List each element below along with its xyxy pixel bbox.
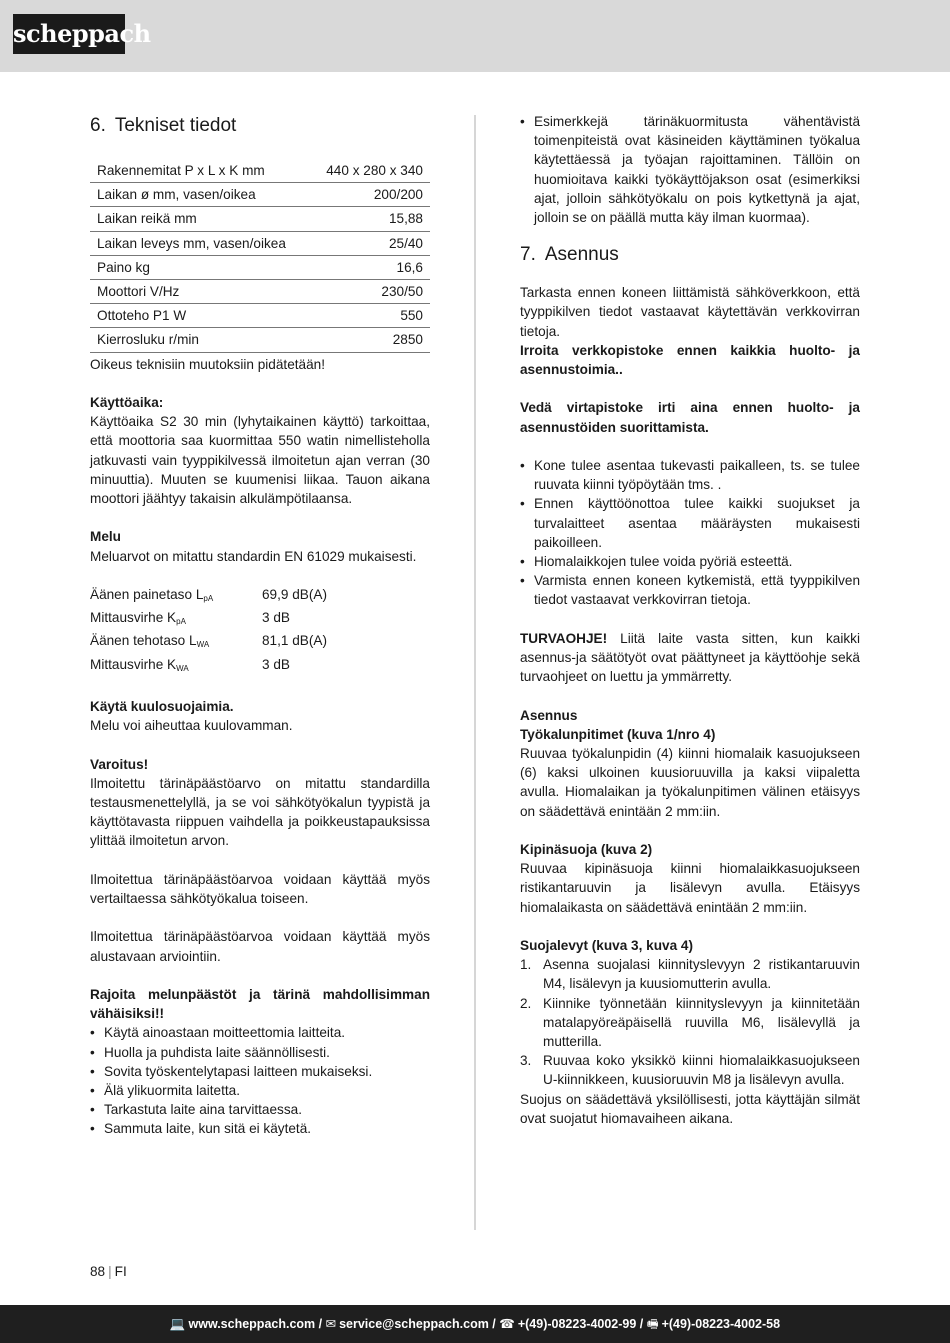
asm-heading: Asennus <box>520 707 578 723</box>
bullet-dot: • <box>90 1044 95 1060</box>
page-footer: 💻 www.scheppach.com / ✉ service@scheppach.com / ☎ +(49)-08223-4002-99 / 🖷 +(49)-08223-4002-58 <box>0 1305 950 1343</box>
bullet-dot: • <box>90 1025 95 1041</box>
step-text: Asenna suojalasi kiinnityslevyyn 2 ristikantaruuvin M4, lisälevyn ja kuusiomutterin avulla. <box>543 957 860 992</box>
spark-heading: Kipinäsuoja (kuva 2) <box>520 842 653 858</box>
check-text: Tarkasta ennen koneen liittämistä sähköverkkoon, että tyyppikilven tiedot vastaavat käytettävän verkkovirran tietoja. <box>520 285 860 339</box>
noise-row <box>90 631 430 654</box>
unplug-warning-2: Vedä virtapistoke irti aina ennen huolto- ja asennustöiden suorittamista. <box>520 400 860 435</box>
bullet-dot: • <box>520 554 525 570</box>
bullet-text: Kone tulee asentaa tukevasti paikalleen, ts. se tulee ruuvata kiinni työpöytään tms. . <box>534 458 860 493</box>
spec-value: 16,6 <box>310 255 430 279</box>
assess-text: Ilmoitettua tärinäpäästöarvoa voidaan käyttää myös alustavaan arviointiin. <box>90 929 430 964</box>
brand-logo: scheppach <box>13 14 125 54</box>
step-text: Kiinnike työnnetään kiinnityslevyyn ja kiinnitetään matalapyöreäpäisellä ruuvilla M6, lisälevyllä ja mutterilla. <box>543 995 860 1050</box>
warning-text: Ilmoitettu tärinäpäästöarvo on mitattu standardilla testausmenettelyllä, ja se voi sähkötyökalun tyypistä ja käyttötavasta riippuen vaihdella ja poikkeustapauksissa ylittää ilmoitetun arvon. <box>90 775 430 849</box>
list-item <box>520 456 860 494</box>
spec-label: Kierrosluku r/min <box>90 328 310 352</box>
spec-value: 2850 <box>310 328 430 352</box>
noise-value: 69,9 dB(A) <box>262 587 327 603</box>
list-item <box>520 1051 860 1089</box>
warning-heading: Varoitus! <box>90 756 149 772</box>
shield-steps <box>520 955 860 1089</box>
bullet-text: Tarkastuta laite aina tarvittaessa. <box>104 1102 302 1118</box>
list-item <box>520 994 860 1052</box>
phone-icon: ☎ <box>499 1317 515 1331</box>
table-row <box>90 231 430 255</box>
list-item <box>520 955 860 993</box>
noise-label <box>90 631 262 654</box>
column-divider <box>474 115 476 1230</box>
install-bullets <box>520 456 860 610</box>
bullet-text: Huolla ja puhdista laite säännöllisesti. <box>104 1044 330 1060</box>
spec-value: 25/40 <box>310 231 430 255</box>
bullet-dot: • <box>90 1063 95 1079</box>
hearing-text: Melu voi aiheuttaa kuulovamman. <box>90 718 293 734</box>
step-number: 1. <box>520 957 532 973</box>
bullet-dot: • <box>90 1083 95 1099</box>
bullet-text: Älä ylikuormita laitetta. <box>104 1083 240 1099</box>
spec-value: 440 x 280 x 340 <box>310 159 430 183</box>
noise-value: 3 dB <box>262 656 290 672</box>
step-text: Ruuvaa koko yksikkö kiinni hiomalaikkasuojukseen U-kiinnikkeen, kuusioruuvin M8 ja lisälevyn avulla. <box>543 1053 860 1088</box>
safety-note: TURVAOHJE! Liitä laite vasta sitten, kun kaikki asennus-ja säätötyöt ovat päättyneet ja käyttöohje sekä turvaohjeet on luettu ja ymmärretty. <box>520 630 860 685</box>
spec-value: 550 <box>310 304 430 328</box>
bullet-text: Sovita työskentelytapasi laitteen mukaiseksi. <box>104 1063 373 1079</box>
noise-label <box>90 655 262 678</box>
left-column <box>90 112 430 1139</box>
bullet-text: Hiomalaikkojen tulee voida pyöriä esteettä. <box>534 554 793 570</box>
bullet-dot: • <box>520 458 525 474</box>
table-row <box>90 328 430 352</box>
shield-heading: Suojalevyt (kuva 3, kuva 4) <box>520 938 694 954</box>
noise-label-sub: WA <box>176 663 189 673</box>
tool-text: Ruuvaa työkalunpidin (4) kiinni hiomalaik kasuojukseen (6) kaksi ulkoinen kuusioruuvilla ja kaksi viipaletta avulla. Hiomalaikan ja työkalunpitimen välinen etäisyys on säädettävä enintään 2 mm:iin. <box>520 746 860 819</box>
bullet-dot: • <box>520 573 525 589</box>
unplug-warning: Irroita verkkopistoke ennen kaikkia huolto- ja asennustoimia.. <box>520 342 860 378</box>
spec-value: 15,88 <box>310 207 430 231</box>
noise-label-text: Äänen painetaso L <box>90 587 204 603</box>
limit-heading: Rajoita melunpäästöt ja tärinä mahdollisimman vähäisiksi!! <box>90 987 430 1022</box>
list-item <box>520 552 860 571</box>
noise-label-text: Mittausvirhe K <box>90 656 177 672</box>
footer-fax: +(49)-08223-4002-58 <box>661 1317 781 1331</box>
section-heading-tech: 6. Tekniset tiedot <box>90 115 237 136</box>
list-item: • Esimerkkejä tärinäkuormitusta vähentävistä toimenpiteistä ovat käsineiden käyttäminen työkalua käytettäessä ja työajan rajoittaminen. Tällöin on huomioitava kaikki työkäyttöjakson osat (esimerkiksi ajat, jolloin sähkötyökalu on pois kytkettynä ja ajat, jolloin se on päällä mutta käy ilman kuormaa). <box>520 114 860 226</box>
step-number: 3. <box>520 1053 532 1069</box>
envelope-icon: ✉ <box>325 1317 337 1331</box>
list-item <box>90 1119 430 1138</box>
noise-values <box>90 585 430 678</box>
bullet-dot: • <box>520 496 525 512</box>
table-row <box>90 159 430 183</box>
spec-label: Moottori V/Hz <box>90 280 310 304</box>
bullet-text: Varmista ennen koneen kytkemistä, että tyyppikilven tiedot vastaavat verkkovirran tietoja. <box>534 573 860 608</box>
list-item <box>520 494 860 552</box>
spec-value: 230/50 <box>310 280 430 304</box>
specs-table <box>90 159 430 353</box>
noise-row <box>90 585 430 608</box>
spec-label: Laikan leveys mm, vasen/oikea <box>90 231 310 255</box>
list-item <box>90 1081 430 1100</box>
tool-heading: Työkalunpitimet (kuva 1/nro 4) <box>520 726 716 742</box>
rights-note: Oikeus teknisiin muutoksiin pidätetään! <box>90 356 325 372</box>
list-item <box>90 1023 430 1042</box>
list-item <box>90 1043 430 1062</box>
compare-text: Ilmoitettua tärinäpäästöarvoa voidaan käyttää myös vertailtaessa sähkötyökalua toiseen. <box>90 871 430 907</box>
footer-email[interactable]: service@scheppach.com <box>339 1317 489 1331</box>
fax-icon: 🖷 <box>646 1317 659 1331</box>
spec-label: Laikan reikä mm <box>90 207 310 231</box>
noise-heading: Melu <box>90 529 121 545</box>
table-row <box>90 207 430 231</box>
spec-value: 200/200 <box>310 183 430 207</box>
list-item <box>520 571 860 609</box>
table-row <box>90 255 430 279</box>
section-heading-asennus: 7. Asennus <box>520 244 619 266</box>
noise-value: 3 dB <box>262 610 290 626</box>
bullet-dot: • <box>90 1102 95 1118</box>
noise-value: 81,1 dB(A) <box>262 633 327 649</box>
table-row <box>90 280 430 304</box>
limit-bullets <box>90 1023 430 1138</box>
table-row <box>90 183 430 207</box>
noise-label-sub: WA <box>196 640 210 650</box>
spec-label: Ottoteho P1 W <box>90 304 310 328</box>
page-number: 88 | FI <box>90 1264 127 1279</box>
step-number: 2. <box>520 995 532 1011</box>
footer-phone: +(49)-08223-4002-99 <box>517 1317 637 1331</box>
noise-label <box>90 585 262 608</box>
bullet-text: Sammuta laite, kun sitä ei käytetä. <box>104 1121 312 1137</box>
shield-note: Suojus on säädettävä yksilöllisesti, jotta käyttäjän silmät ovat suojatut hiomavaiheen aikana. <box>520 1091 860 1126</box>
bullet-text: Käytä ainoastaan moitteettomia laitteita. <box>104 1025 346 1041</box>
duty-heading: Käyttöaika: <box>90 395 164 411</box>
noise-label-sub: pA <box>176 617 186 627</box>
spark-text: Ruuvaa kipinäsuoja kiinni hiomalaikkasuojukseen ristikantaruuvin ja lisälevyn avulla. Etäisyys hiomalaikasta on säädettävä enintään 2 mm:iin. <box>520 861 860 915</box>
spec-label: Rakennemitat P x L x K mm <box>90 159 310 183</box>
noise-label-sub: pA <box>203 594 214 604</box>
noise-row <box>90 655 430 678</box>
spec-label: Laikan ø mm, vasen/oikea <box>90 183 310 207</box>
duty-text: Käyttöaika S2 30 min (lyhytaikainen käyttö) tarkoittaa, että moottoria saa kuormittaa 550 watin nimellisteholla jatkuvasti vain tyyppikilvessä ilmoitetun ajan verran (30 minuuttia). Muuten se kuumenisi liikaa. Tauon aikana moottori jäähtyy takaisin alkulämpötilaansa. <box>90 414 430 507</box>
noise-row <box>90 608 430 631</box>
page-header <box>0 0 950 72</box>
right-column <box>520 112 860 1128</box>
list-item <box>90 1062 430 1081</box>
list-item <box>90 1100 430 1119</box>
footer-web[interactable]: www.scheppach.com <box>188 1317 316 1331</box>
bullet-text: Ennen käyttöönottoa tulee kaikki suojukset ja turvalaitteet asentaa määräysten mukaisesti paikoilleen. <box>534 496 860 550</box>
noise-label-text: Äänen tehotaso L <box>90 633 197 649</box>
hearing-heading: Käytä kuulosuojaimia. <box>90 699 234 715</box>
noise-label-text: Mittausvirhe K <box>90 610 177 626</box>
noise-text: Meluarvot on mitattu standardin EN 61029 mukaisesti. <box>90 548 417 564</box>
table-row <box>90 304 430 328</box>
bullet-dot: • <box>90 1121 95 1137</box>
spec-label: Paino kg <box>90 255 310 279</box>
noise-label <box>90 608 262 631</box>
monitor-icon: 💻 <box>169 1317 186 1331</box>
